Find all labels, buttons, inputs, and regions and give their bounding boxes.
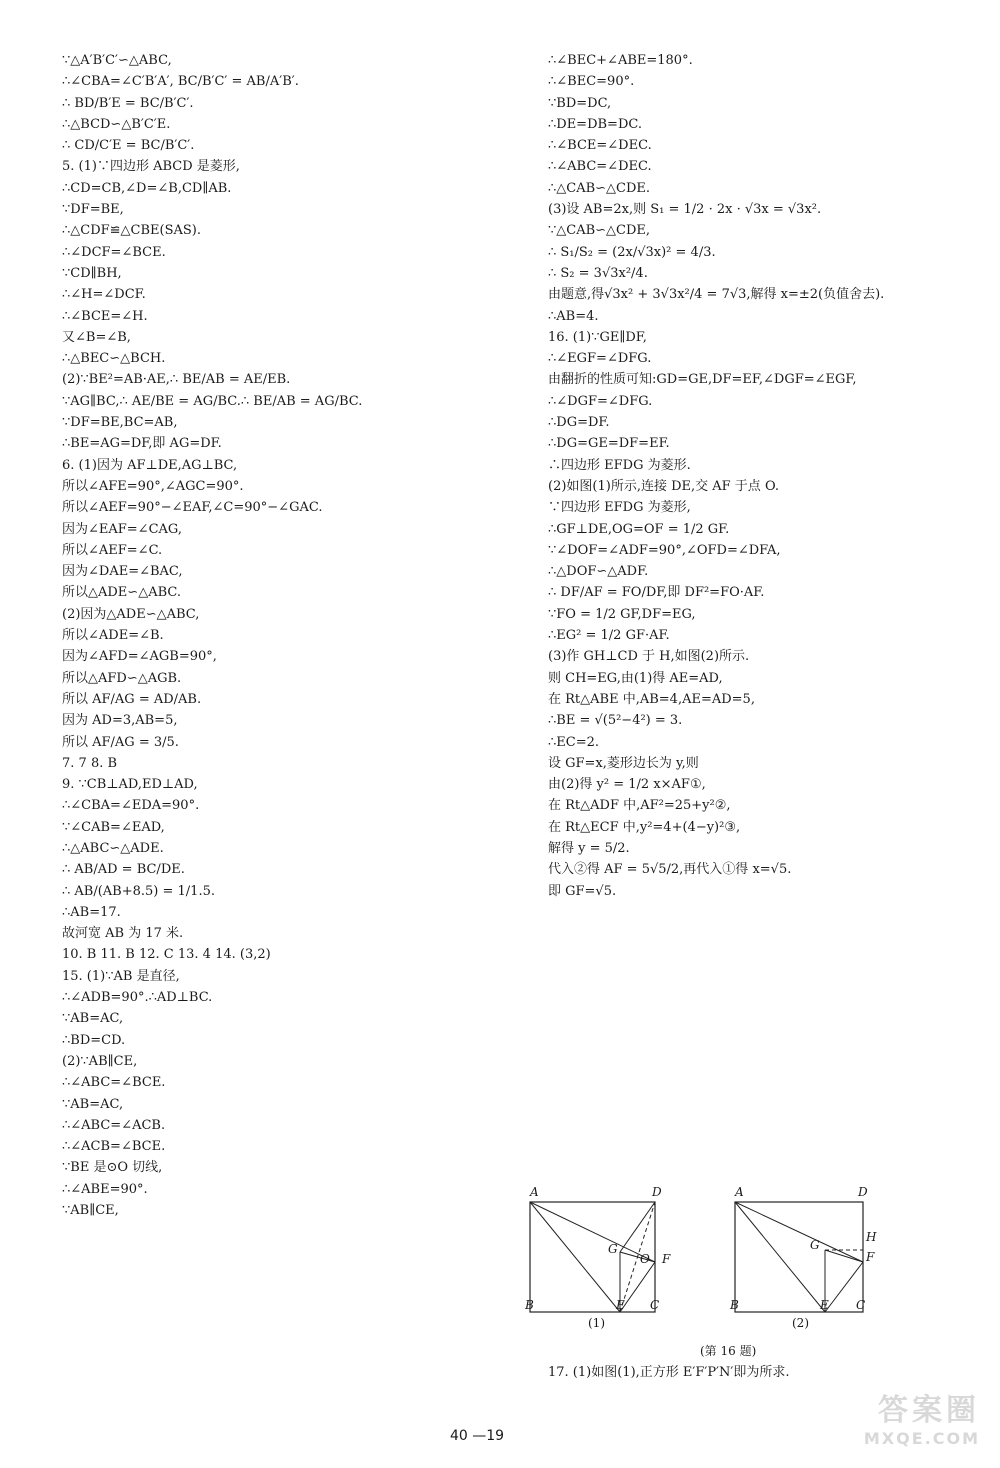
text-line: ∴DG=DF. (548, 415, 610, 431)
label-F: F (866, 1250, 875, 1264)
label-A: A (735, 1185, 744, 1199)
text-line: ∴∠BEC+∠ABE=180°. (548, 53, 693, 68)
text-line: (2)∵AB∥CE, (62, 1053, 138, 1069)
text-line: ∴ AB/(AB+8.5) = 1/1.5. (62, 883, 215, 899)
text-line: ∴△BCD∽△B′C′E. (62, 116, 171, 132)
text-line: ∴AB=17. (62, 904, 121, 920)
label-O: O (640, 1252, 650, 1266)
text-line: 即 GF=√5. (548, 883, 617, 899)
label-C: C (856, 1298, 866, 1312)
text-line: 故河宽 AB 为 17 米. (62, 926, 184, 942)
text-line: ∴△CDF≌△CBE(SAS). (62, 223, 202, 239)
text-line: (2)因为△ADE∽△ABC, (62, 606, 200, 622)
figure-2-diagram (725, 1192, 905, 1322)
text-line: ∴△BEC∽△BCH. (62, 351, 166, 367)
text-line: 所以∠AEF=90°−∠EAF,∠C=90°−∠GAC. (62, 500, 323, 516)
text-line: (3)设 AB=2x,则 S₁ = 1/2 · 2x · √3x = √3x². (548, 202, 822, 218)
text-line: ∴∠BEC=90°. (548, 74, 635, 90)
text-line: ∴DE=DB=DC. (548, 116, 642, 132)
text-line: ∴∠ADB=90°.∴AD⊥BC. (62, 990, 213, 1006)
text-line: ∴∠ABE=90°. (62, 1181, 148, 1197)
text-line: ∴AB=4. (548, 308, 599, 324)
text-line: ∴BE = √(5²−4²) = 3. (548, 713, 683, 729)
text-line: ∴GF⊥DE,OG=OF = 1/2 GF. (548, 521, 730, 537)
text-line: 因为 AD=3,AB=5, (62, 713, 178, 729)
left-column (62, 50, 502, 1221)
text-line: ∴∠ABC=∠ACB. (62, 1117, 166, 1133)
text-line: ∴∠CBA=∠EDA=90°. (62, 798, 200, 814)
text-line: ∵AB∥CE, (62, 1203, 119, 1219)
text-line: ∴∠ACB=∠BCE. (62, 1139, 166, 1155)
label-A: A (530, 1185, 539, 1199)
text-line: ∴ BD/B′E = BC/B′C′. (62, 95, 194, 111)
text-line: 15. (1)∵AB 是直径, (62, 968, 180, 984)
figure-caption: (第 16 题) (700, 1344, 757, 1358)
label-E: E (820, 1298, 829, 1312)
label-E: E (616, 1298, 625, 1312)
label-H: H (866, 1230, 877, 1244)
text-line: 由翻折的性质可知:GD=GE,DF=EF,∠DGF=∠EGF, (548, 372, 857, 388)
label-D: D (858, 1185, 868, 1199)
text-line: (2)如图(1)所示,连接 DE,交 AF 于点 O. (548, 478, 779, 494)
watermark-logo: 答案圈 (878, 1393, 980, 1428)
text-line: ∴∠BCE=∠H. (62, 308, 148, 324)
text-line: 设 GF=x,菱形边长为 y,则 (548, 755, 699, 771)
text-line: ∵FO = 1/2 GF,DF=EG, (548, 606, 696, 622)
text-line: 因为∠DAE=∠BAC, (62, 564, 183, 580)
text-line: 所以 AF/AG = 3/5. (62, 734, 179, 750)
label-F: F (662, 1252, 671, 1266)
watermark (864, 1385, 980, 1448)
label-B: B (730, 1298, 739, 1312)
text-line: 16. (1)∵GE∥DF, (548, 329, 647, 345)
text-line: ∵∠CAB=∠EAD, (62, 819, 165, 835)
label-G: G (608, 1242, 618, 1256)
text-line: ∴∠ABC=∠DEC. (548, 159, 652, 175)
text-line: 代入②得 AF = 5√5/2,再代入①得 x=√5. (548, 862, 792, 878)
label-D: D (652, 1185, 662, 1199)
text-line: 则 CH=EG,由(1)得 AE=AD, (548, 670, 723, 686)
text-line: ∴ S₁/S₂ = (2x/√3x)² = 4/3. (548, 244, 716, 260)
watermark-url: MXQE.COM (863, 1429, 980, 1448)
text-line: ∴四边形 EFDG 为菱形. (548, 457, 691, 473)
text-line: 在 Rt△ABE 中,AB=4,AE=AD=5, (548, 691, 755, 707)
text-line: 所以△AFD∽△AGB. (62, 670, 182, 686)
text-line: 所以 AF/AG = AD/AB. (62, 691, 202, 707)
text-line: ∴∠DCF=∠BCE. (62, 244, 166, 260)
text-line: ∴∠H=∠DCF. (62, 287, 146, 303)
page-number: 40 —19 (450, 1428, 505, 1444)
text-line: ∴ S₂ = 3√3x²/4. (548, 265, 648, 281)
text-line: ∴∠DGF=∠DFG. (548, 393, 653, 409)
text-line: ∴△ABC∽△ADE. (62, 840, 164, 856)
problem-17-line (548, 1362, 968, 1383)
text-line: 由(2)得 y² = 1/2 x×AF①, (548, 777, 706, 793)
text-line: ∵DF=BE,BC=AB, (62, 415, 178, 431)
text-line: 10. B 11. B 12. C 13. 4 14. (3,2) (62, 947, 271, 963)
text-line: ∴ AB/AD = BC/DE. (62, 862, 185, 878)
text-line: 所以∠AFE=90°,∠AGC=90°. (62, 478, 244, 494)
text-line: 解得 y = 5/2. (548, 840, 630, 856)
text-line: ∵DF=BE, (62, 202, 124, 218)
text-line: 因为∠AFD=∠AGB=90°, (62, 649, 217, 665)
caption-2: (2) (792, 1316, 809, 1330)
text-line: ∴∠CBA=∠C′B′A′, BC/B′C′ = AB/A′B′. (62, 74, 299, 90)
text-line: ∵△CAB∽△CDE, (548, 223, 651, 239)
text-line: ∴BE=AG=DF,即 AG=DF. (62, 436, 222, 452)
text-line: ∴DG=GE=DF=EF. (548, 436, 670, 452)
text-line: 所以△ADE∽△ABC. (62, 585, 181, 601)
text-line: 在 Rt△ECF 中,y²=4+(4−y)²③, (548, 819, 741, 835)
text-line: ∴△DOF∽△ADF. (548, 564, 649, 580)
text-line: 在 Rt△ADF 中,AF²=25+y²②, (548, 798, 731, 814)
text-line: (3)作 GH⊥CD 于 H,如图(2)所示. (548, 649, 750, 665)
text-line: ∵BE 是⊙O 切线, (62, 1160, 163, 1176)
text-line: 17. (1)如图(1),正方形 E′F′P′N′即为所求. (548, 1365, 790, 1380)
text-line: ∴BD=CD. (62, 1032, 126, 1048)
text-line: ∵△A′B′C′∽△ABC, (62, 53, 172, 68)
text-line: ∴EG² = 1/2 GF·AF. (548, 628, 670, 644)
text-line: ∵AB=AC, (62, 1011, 124, 1027)
text-line: ∴ DF/AF = FO/DF,即 DF²=FO·AF. (548, 585, 765, 601)
text-line: 6. (1)因为 AF⊥DE,AG⊥BC, (62, 457, 238, 473)
text-line: ∵CD∥BH, (62, 265, 122, 281)
text-line: ∴∠EGF=∠DFG. (548, 351, 652, 367)
text-line: ∴△CAB∽△CDE. (548, 180, 651, 196)
text-line: ∴∠ABC=∠BCE. (62, 1075, 166, 1091)
text-line: ∴∠BCE=∠DEC. (548, 138, 652, 154)
label-G: G (810, 1238, 820, 1252)
text-line: 又∠B=∠B, (62, 329, 131, 345)
text-line: ∵AB=AC, (62, 1096, 124, 1112)
text-line: 所以∠ADE=∠B. (62, 628, 164, 644)
figure-1-diagram (520, 1192, 700, 1322)
right-column (548, 50, 968, 902)
text-line: ∴CD=CB,∠D=∠B,CD∥AB. (62, 180, 232, 196)
text-line: (2)∵BE²=AB·AE,∴ BE/AB = AE/EB. (62, 372, 291, 388)
text-line: 因为∠EAF=∠CAG, (62, 521, 182, 537)
text-line: ∵∠DOF=∠ADF=90°,∠OFD=∠DFA, (548, 542, 781, 558)
text-line: 7. 7 8. B (62, 755, 118, 771)
text-line: ∴EC=2. (548, 734, 600, 750)
text-line: ∵AG∥BC,∴ AE/BE = AG/BC.∴ BE/AB = AG/BC. (62, 393, 363, 409)
figure-problem-16 (520, 1180, 900, 1365)
text-line: 由题意,得√3x² + 3√3x²/4 = 7√3,解得 x=±2(负值舍去). (548, 287, 885, 303)
caption-1: (1) (588, 1316, 605, 1330)
label-B: B (525, 1298, 534, 1312)
text-line: ∵BD=DC, (548, 95, 612, 111)
label-C: C (650, 1298, 660, 1312)
text-line: 9. ∵CB⊥AD,ED⊥AD, (62, 777, 198, 793)
text-line: ∴ CD/C′E = BC/B′C′. (62, 138, 195, 154)
text-line: 5. (1)∵四边形 ABCD 是菱形, (62, 159, 240, 175)
text-line: ∵四边形 EFDG 为菱形, (548, 500, 691, 516)
text-line: 所以∠AEF=∠C. (62, 542, 163, 558)
